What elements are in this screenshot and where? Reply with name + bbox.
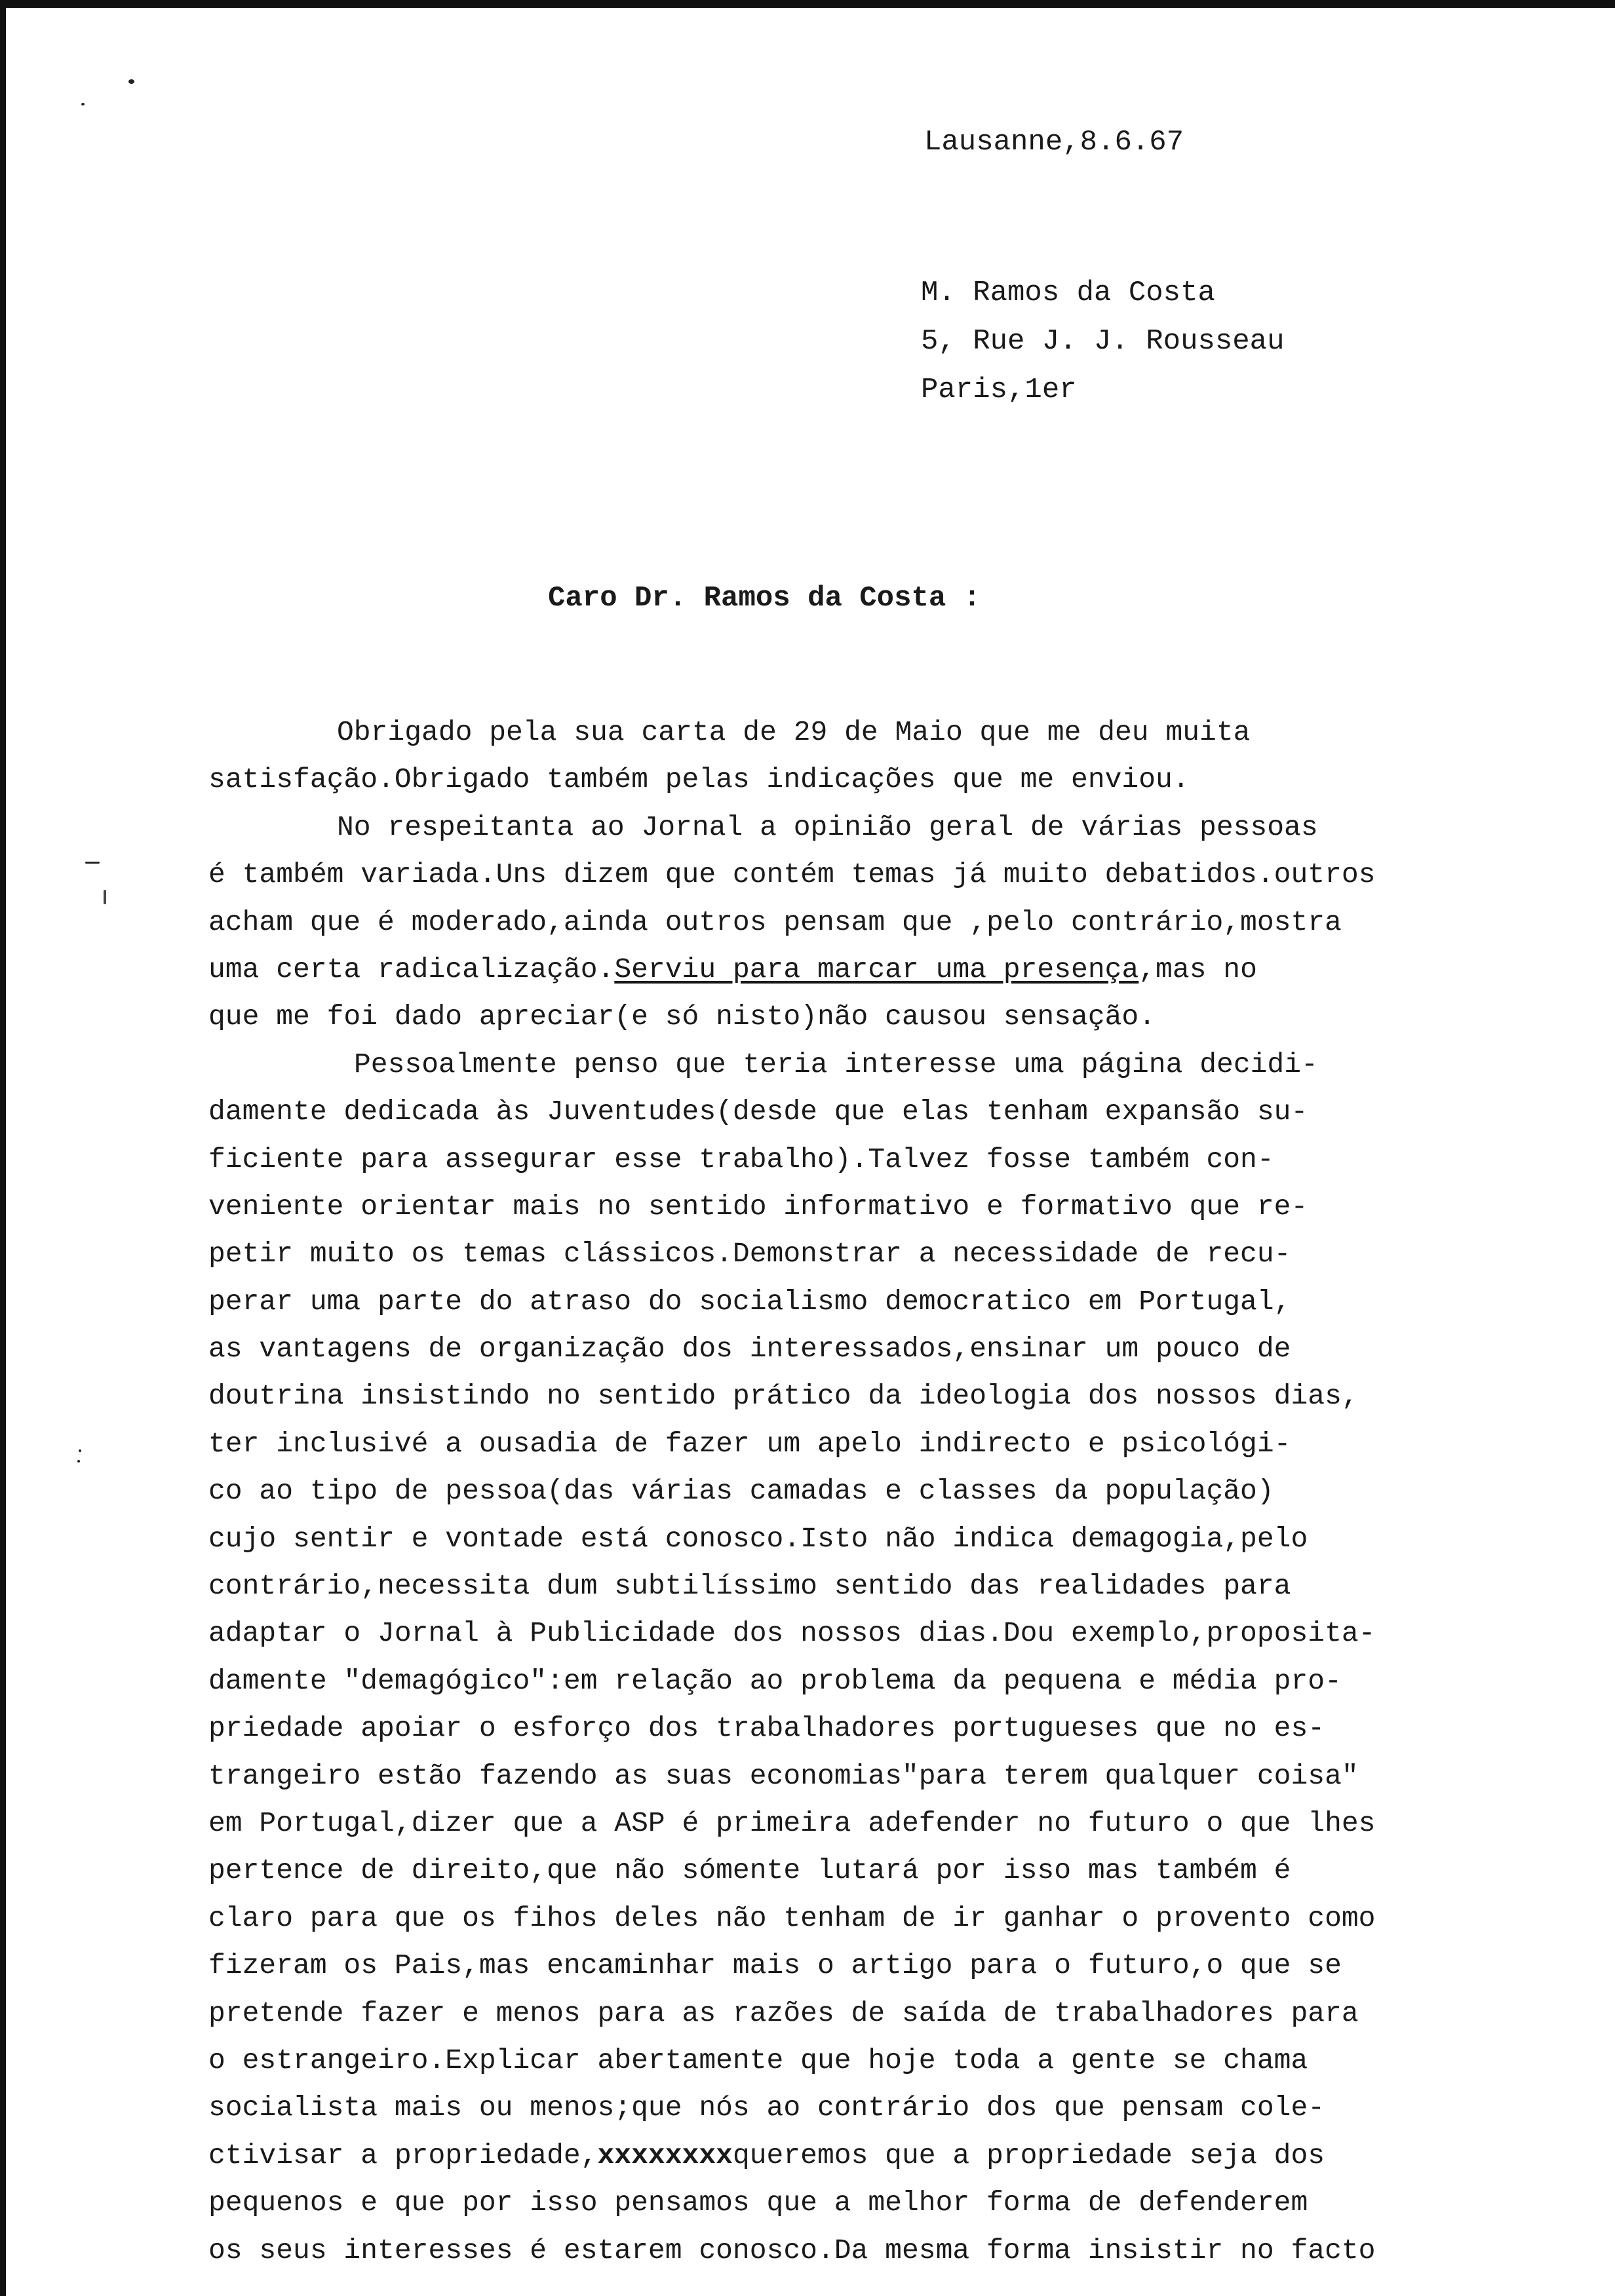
body-line: ter inclusivé a ousadia de fazer um apelo indirecto e psicológi-: [208, 1427, 1291, 1460]
salutation: Caro Dr. Ramos da Costa :: [548, 582, 981, 615]
body-line: veniente orientar mais no sentido informativo e formativo que re-: [208, 1190, 1308, 1223]
scan-speck: [85, 862, 100, 864]
body-line: pertence de direito,que não sómente lutará por isso mas também é: [208, 1854, 1291, 1887]
body-line: damente "demagógico":em relação ao problema da pequena e média pro-: [208, 1664, 1342, 1697]
body-line: que me foi dado apreciar(e só nisto)não causou sensação.: [208, 1001, 1156, 1033]
address-line: Paris,1er: [921, 373, 1077, 406]
body-line: [208, 946, 1401, 993]
body-line: acham que é moderado,ainda outros pensam que ,pelo contrário,mostra: [208, 906, 1342, 938]
body-line: doutrina insistindo no sentido prático da ideologia dos nossos dias,: [208, 1380, 1359, 1413]
body-line: damente dedicada às Juventudes(desde que elas tenham expansão su-: [208, 1096, 1308, 1128]
scan-border-left: [0, 0, 6, 2296]
body-line: o estrangeiro.Explicar abertamente que hoje toda a gente se chama: [208, 2044, 1308, 2076]
body-line: [208, 2132, 1401, 2179]
scan-speck: [77, 1460, 80, 1463]
body-line: perar uma parte do atraso do socialismo democratico em Portugal,: [208, 1285, 1291, 1318]
body-text: ctivisar a propriedade,: [208, 2139, 598, 2172]
letter-body: [208, 709, 1401, 2274]
body-line: socialista mais ou menos;que nós ao contrário dos que pensam cole-: [208, 2092, 1325, 2124]
body-line: é também variada.Uns dizem que contém temas já muito debatidos.outros: [208, 858, 1376, 891]
scan-speck: [128, 79, 134, 84]
letter-date: Lausanne,8.6.67: [924, 126, 1184, 159]
body-line: em Portugal,dizer que a ASP é primeira adefender no futuro o que lhes: [208, 1807, 1376, 1839]
body-line: No respeitanta ao Jornal a opinião geral de várias pessoas: [337, 811, 1318, 843]
body-text: uma certa radicalização.: [208, 953, 615, 985]
scan-speck: [104, 890, 106, 904]
body-line: Obrigado pela sua carta de 29 de Maio que me deu muita: [337, 716, 1251, 748]
scan-border-top: [0, 0, 1615, 8]
body-line: pequenos e que por isso pensamos que a melhor forma de defenderem: [208, 2187, 1308, 2219]
body-line: trangeiro estão fazendo as suas economias"para terem qualquer coisa": [208, 1759, 1359, 1792]
body-line: pretende fazer e menos para as razões de saída de trabalhadores para: [208, 1997, 1359, 2029]
body-line: os seus interesses é estarem conosco.Da mesma forma insistir no facto: [208, 2234, 1376, 2267]
scan-speck: [79, 1449, 81, 1452]
body-text: ,mas no: [1138, 953, 1257, 985]
body-line: ficiente para assegurar esse trabalho).Talvez fosse também con-: [208, 1143, 1274, 1176]
scan-speck: [81, 103, 85, 105]
address-line: M. Ramos da Costa: [921, 277, 1215, 309]
body-line: Pessoalmente penso que teria interesse uma página decidi-: [354, 1048, 1318, 1081]
body-line: cujo sentir e vontade está conosco.Isto não indica demagogia,pelo: [208, 1522, 1308, 1555]
body-line: contrário,necessita dum subtilíssimo sentido das realidades para: [208, 1570, 1291, 1603]
body-line: fizeram os Pais,mas encaminhar mais o artigo para o futuro,o que se: [208, 1949, 1342, 1982]
body-line: satisfação.Obrigado também pelas indicações que me enviou.: [208, 763, 1190, 796]
address-line: 5, Rue J. J. Rousseau: [921, 325, 1285, 358]
body-line: claro para que os fihos deles não tenham de ir ganhar o provento como: [208, 1902, 1376, 1934]
body-line: co ao tipo de pessoa(das várias camadas e classes da população): [208, 1475, 1274, 1508]
recipient-address: [921, 269, 1285, 414]
underlined-phrase: Serviu para marcar uma presença: [614, 953, 1139, 985]
body-text: queremos que a propriedade seja dos: [732, 2139, 1325, 2172]
body-line: priedade apoiar o esforço dos trabalhadores portugueses que no es-: [208, 1712, 1325, 1745]
body-line: as vantagens de organização dos interessados,ensinar um pouco de: [208, 1333, 1291, 1366]
body-line: petir muito os temas clássicos.Demonstrar a necessidade de recu-: [208, 1238, 1291, 1271]
struck-out-text: xxxxxxxx: [597, 2139, 733, 2172]
body-line: adaptar o Jornal à Publicidade dos nossos dias.Dou exemplo,proposita-: [208, 1617, 1376, 1650]
